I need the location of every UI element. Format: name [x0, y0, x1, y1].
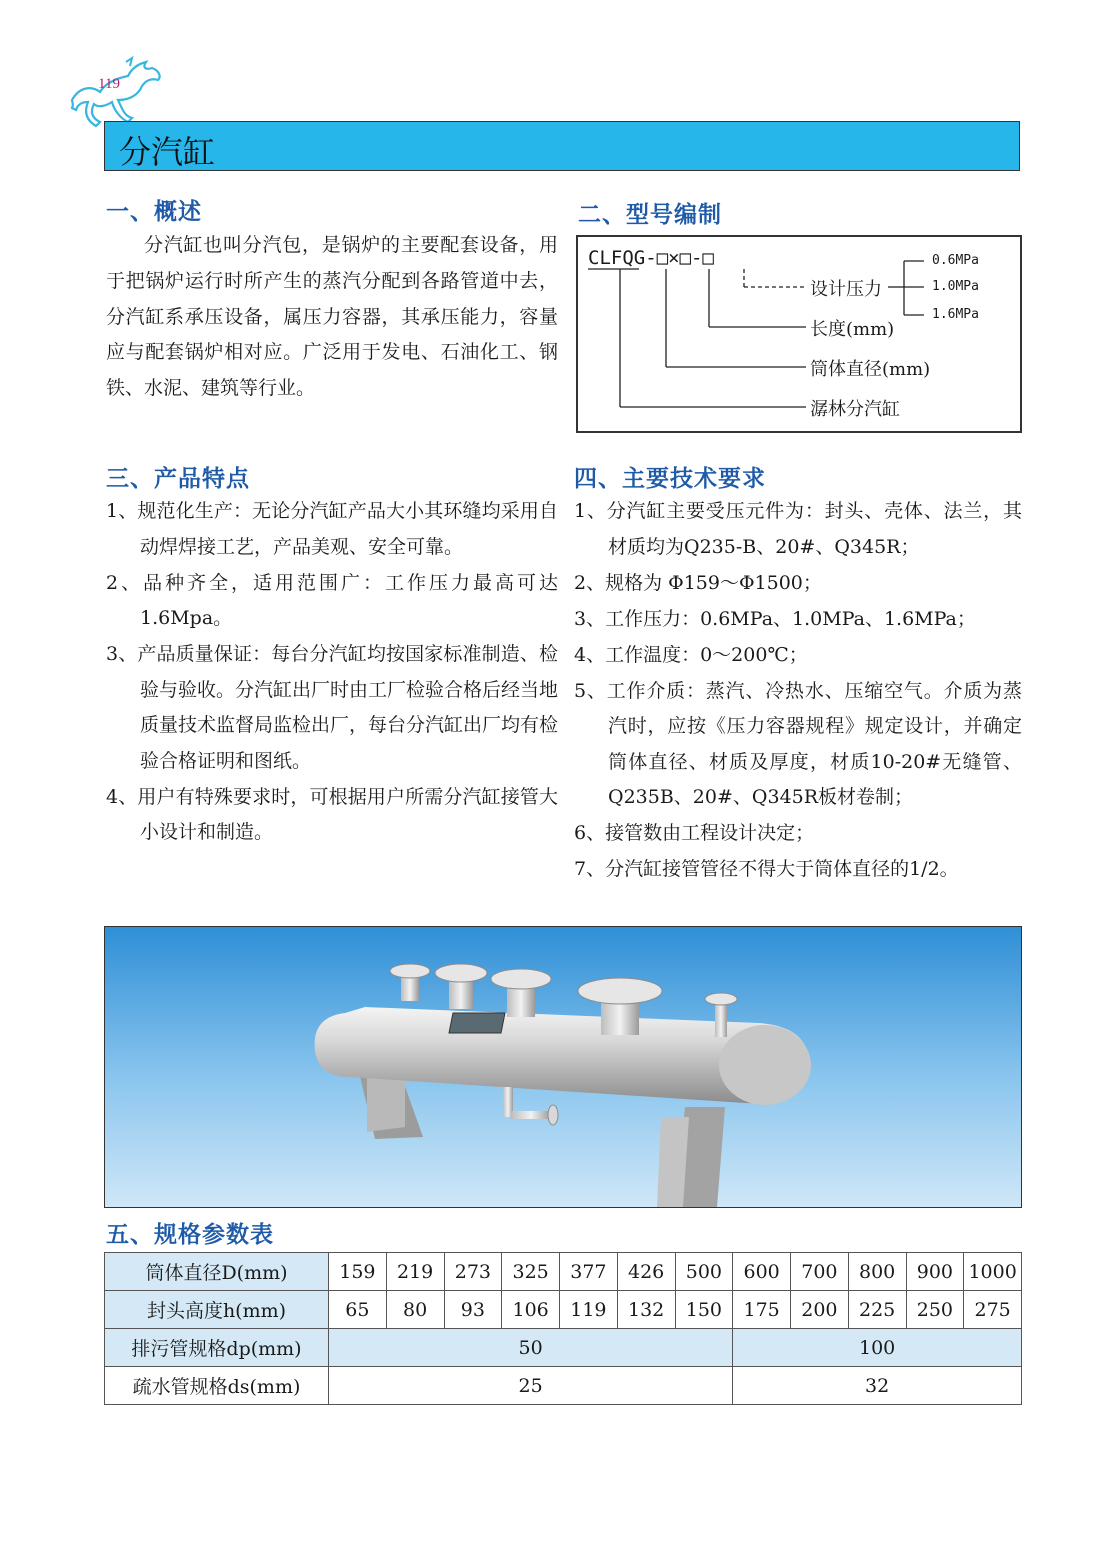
label-diameter: 筒体直径(mm) [810, 359, 931, 380]
spec-table [104, 1252, 1022, 1405]
pressure-option: 1.6MPa [932, 307, 979, 322]
table-cell: 132 [617, 1291, 675, 1329]
table-cell: 150 [675, 1291, 733, 1329]
page-title: 分汽缸 [119, 133, 216, 171]
list-item: 4、用户有特殊要求时，可根据用户所需分汽缸接管大小设计和制造。 [106, 785, 558, 843]
table-cell: 80 [386, 1291, 444, 1329]
table-cell: 900 [906, 1253, 964, 1291]
table-cell: 25 [329, 1367, 733, 1405]
pressure-option: 1.0MPa [932, 279, 979, 294]
table-cell: 600 [733, 1253, 791, 1291]
table-cell: 219 [386, 1253, 444, 1291]
table-row [105, 1367, 1022, 1405]
model-code-diagram [576, 235, 1022, 433]
label-design-pressure: 设计压力 [810, 279, 882, 300]
label-length: 长度(mm) [810, 319, 895, 340]
table-cell: 65 [329, 1291, 387, 1329]
table-cell: 200 [791, 1291, 849, 1329]
table-cell: 119 [560, 1291, 618, 1329]
row-label: 疏水管规格ds(mm) [105, 1367, 329, 1405]
table-row [105, 1291, 1022, 1329]
table-cell: 500 [675, 1253, 733, 1291]
table-cell: 250 [906, 1291, 964, 1329]
table-row [105, 1253, 1022, 1291]
requirements-list [574, 494, 1022, 888]
table-cell: 325 [502, 1253, 560, 1291]
features-list [106, 494, 558, 851]
requirements-heading: 四、主要技术要求 [574, 466, 766, 492]
table-cell: 93 [444, 1291, 502, 1329]
table-cell: 800 [848, 1253, 906, 1291]
list-item: 2、规格为 Φ159～Φ1500； [574, 571, 822, 594]
overview-text: 分汽缸也叫分汽包，是锅炉的主要配套设备，用于把锅炉运行时所产生的蒸汽分配到各路管道中去，分汽缸系承压设备，属压力容器，其承压能力，容量应与配套锅炉相对应。广泛用于发电、石油化工、钢铁、水泥、建筑等行业。 [106, 234, 558, 400]
table-cell: 426 [617, 1253, 675, 1291]
overview-heading: 一、概述 [106, 199, 202, 225]
list-item: 1、分汽缸主要受压元件为：封头、壳体、法兰，其材质均为Q235-B、20#、Q345R； [574, 500, 1022, 558]
list-item: 2、品种齐全，适用范围广：工作压力最高可达1.6Mpa。 [106, 571, 558, 629]
overview-text-block [106, 228, 558, 407]
table-cell: 50 [329, 1329, 733, 1367]
steam-header-illustration [105, 927, 1021, 1207]
table-cell: 225 [848, 1291, 906, 1329]
table-cell: 273 [444, 1253, 502, 1291]
list-item: 5、工作介质：蒸汽、冷热水、压缩空气。介质为蒸汽时，应按《压力容器规程》规定设计，并确定筒体直径、材质及厚度，材质10-20#无缝管、Q235B、20#、Q345R板材卷制； [574, 679, 1022, 808]
page-number: 119 [98, 76, 120, 92]
list-item: 3、工作压力：0.6MPa、1.0MPa、1.6MPa； [574, 607, 976, 630]
list-item: 3、产品质量保证：每台分汽缸均按国家标准制造、检验与验收。分汽缸出厂时由工厂检验合格后经当地质量技术监督局监检出厂，每台分汽缸出厂均有检验合格证明和图纸。 [106, 643, 559, 772]
table-cell: 106 [502, 1291, 560, 1329]
table-cell: 159 [329, 1253, 387, 1291]
list-item: 7、分汽缸接管管径不得大于筒体直径的1/2。 [574, 858, 959, 880]
row-label: 筒体直径D(mm) [105, 1253, 329, 1291]
row-label: 排污管规格dp(mm) [105, 1329, 329, 1367]
row-label: 封头高度h(mm) [105, 1291, 329, 1329]
table-cell: 100 [733, 1329, 1022, 1367]
list-item: 6、接管数由工程设计决定； [574, 822, 815, 844]
model-code: CLFQG-□×□-□ [588, 247, 714, 269]
features-heading: 三、产品特点 [106, 466, 250, 492]
table-cell: 175 [733, 1291, 791, 1329]
title-bar [104, 121, 1020, 171]
label-brand: 潺林分汽缸 [810, 399, 900, 420]
table-cell: 32 [733, 1367, 1022, 1405]
pressure-option: 0.6MPa [932, 253, 979, 268]
list-item: 4、工作温度：0～200℃； [574, 643, 808, 666]
model-heading: 二、型号编制 [578, 202, 722, 228]
table-cell: 700 [791, 1253, 849, 1291]
table-row [105, 1329, 1022, 1367]
table-cell: 1000 [964, 1253, 1022, 1291]
table-cell: 377 [560, 1253, 618, 1291]
product-photo [104, 926, 1022, 1208]
table-cell: 275 [964, 1291, 1022, 1329]
list-item: 1、规范化生产：无论分汽缸产品大小其环缝均采用自动焊焊接工艺，产品美观、安全可靠。 [106, 500, 558, 558]
spec-heading: 五、规格参数表 [106, 1222, 274, 1248]
